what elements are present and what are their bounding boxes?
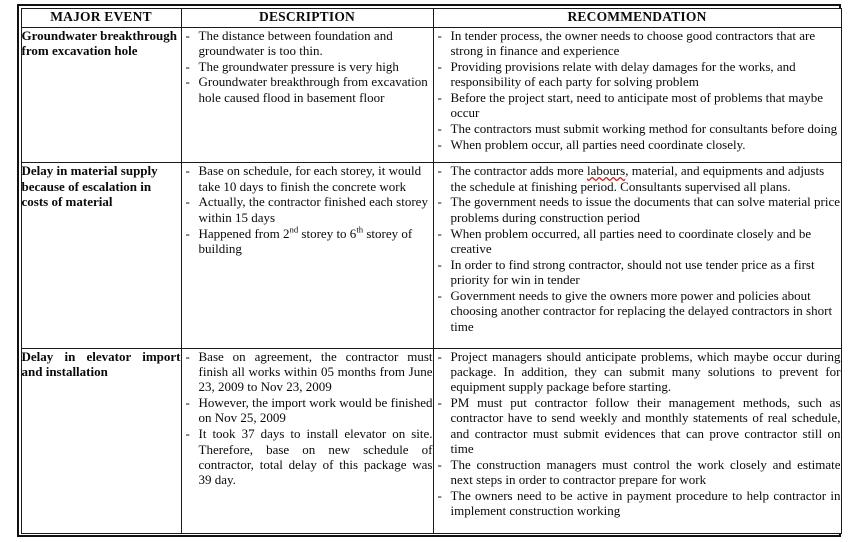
major-event-text: Groundwater breakthrough from excavation hole <box>21 27 177 58</box>
table-row <box>21 348 841 533</box>
description-list <box>182 349 433 488</box>
list-item: - The construction managers must control the work closely and estimate next steps in order to contractor prepare for work <box>434 457 841 488</box>
recommendation-list <box>434 163 841 334</box>
list-item: - Base on agreement, the contractor must finish all works within 05 months from June 23, 2009 to Nov 23, 2009 <box>182 349 433 395</box>
ordinal-suffix: nd <box>289 224 299 235</box>
cell-major-event <box>21 348 181 533</box>
cell-description <box>181 348 433 533</box>
text-suffix: storey of building <box>198 225 413 256</box>
table-outer-frame <box>17 4 841 537</box>
description-list <box>182 163 433 256</box>
column-header-description: DESCRIPTION <box>181 8 433 27</box>
column-header-recommendation: RECOMMENDATION <box>433 8 841 27</box>
recommendation-list <box>434 28 841 153</box>
ordinal-suffix: th <box>356 224 364 235</box>
list-item-with-misspelling <box>434 163 841 194</box>
text-middle: storey to 6 <box>298 225 357 241</box>
major-event-text: Delay in material supply because of escalation in costs of material <box>21 163 158 209</box>
list-item: - Actually, the contractor finished each storey within 15 days <box>182 194 433 225</box>
list-item: - The groundwater pressure is very high <box>182 59 433 74</box>
list-item: - When problem occur, all parties need coordinate closely. <box>434 137 841 152</box>
column-header-major-event: MAJOR EVENT <box>21 8 181 27</box>
list-item: - In tender process, the owner needs to choose good contractors that are strong in finance and experience <box>434 28 841 59</box>
list-item: - In order to find strong contractor, should not use tender price as a first priority for win in tender <box>434 257 841 288</box>
cell-description <box>181 163 433 348</box>
list-item: - The distance between foundation and groundwater is too thin. <box>182 28 433 59</box>
cell-major-event <box>21 163 181 348</box>
text-prefix: The contractor adds more <box>450 163 587 179</box>
major-event-text: Delay in elevator import and installation <box>21 348 181 379</box>
list-item: - The contractors must submit working method for consultants before doing <box>434 121 841 136</box>
text-prefix: Happened from 2 <box>198 225 290 241</box>
table-row <box>21 163 841 348</box>
recommendation-list <box>434 349 841 519</box>
table-row <box>21 27 841 163</box>
table-header <box>21 8 841 27</box>
header-row <box>21 8 841 27</box>
list-item-with-superscripts <box>182 226 433 257</box>
major-event-table <box>21 8 842 534</box>
cell-recommendation <box>433 163 841 348</box>
text-suffix: , material, and equipments and adjusts the schedule at finishing period. Consultants supervised all plans. <box>450 163 825 194</box>
list-item: - The owners need to be active in payment procedure to help contractor in implement construction working <box>434 488 841 519</box>
description-list <box>182 28 433 106</box>
list-item: - Before the project start, need to anticipate most of problems that maybe occur <box>434 90 841 121</box>
cell-recommendation <box>433 27 841 163</box>
cell-major-event <box>21 27 181 163</box>
list-item: - Providing provisions relate with delay damages for the works, and responsibility of each party for solving problem <box>434 59 841 90</box>
list-item: - However, the import work would be finished on Nov 25, 2009 <box>182 395 433 426</box>
list-item: - The government needs to issue the documents that can solve material price problems during construction period <box>434 194 841 225</box>
misspelled-word: labours <box>586 163 626 179</box>
list-item: - Base on schedule, for each storey, it would take 10 days to finish the concrete work <box>182 163 433 194</box>
list-item: - Groundwater breakthrough from excavation hole caused flood in basement floor <box>182 74 433 105</box>
list-item: - When problem occurred, all parties need to coordinate closely and be creative <box>434 226 841 257</box>
cell-recommendation <box>433 348 841 533</box>
table-body <box>21 27 841 533</box>
cell-description <box>181 27 433 163</box>
list-item: - Government needs to give the owners more power and policies about choosing another contractor for replacing the delayed contractors in short time <box>434 288 841 334</box>
list-item: - It took 37 days to install elevator on site. Therefore, base on new schedule of contractor, total delay of this package was 39 day. <box>182 426 433 487</box>
list-item: - PM must put contractor follow their management methods, such as contractor have to send weekly and monthly statements of real schedule, and contractor must submit evidences that can prove contractor still on time <box>434 395 841 456</box>
list-item: - Project managers should anticipate problems, which maybe occur during package. In addition, they can submit many solutions to prevent for equipment supply package before starting. <box>434 349 841 395</box>
